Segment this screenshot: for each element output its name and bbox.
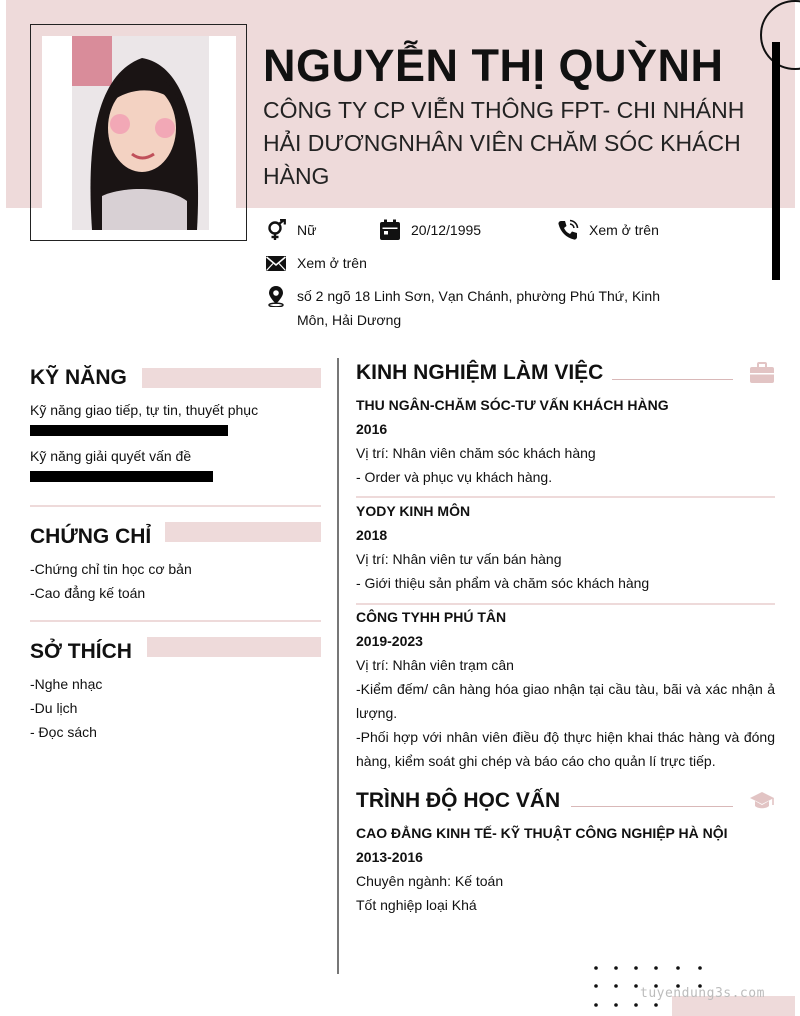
job-3-company: CÔNG TYHH PHÚ TÂN — [356, 609, 507, 625]
skills-section-title: KỸ NĂNG — [30, 366, 127, 389]
address-value: số 2 ngõ 18 Linh Sơn, Vạn Chánh, phường Phú Thứ, Kinh Môn, Hải Dương — [297, 288, 660, 328]
left-section-separator — [30, 620, 321, 622]
info-address — [265, 284, 675, 332]
education-section-title: TRÌNH ĐỘ HỌC VẤN — [356, 789, 561, 812]
job-1-period: 2016 — [356, 421, 388, 437]
education-title-line — [571, 806, 733, 807]
job-3-position: Vị trí: Nhân viên trạm cân — [356, 657, 514, 673]
job-3-detail: -Phối hợp với nhân viên điều độ thực hiện khai thác hàng và đóng hàng, kiểm soát ghi chép và báo cáo cho quản lí trực tiếp. — [356, 729, 775, 769]
candidate-title: CÔNG TY CP VIỄN THÔNG FPT- CHI NHÁNH HẢI DƯƠNGNHÂN VIÊN CHĂM SÓC KHÁCH HÀNG — [263, 97, 745, 189]
job-3-detail: -Kiểm đếm/ cân hàng hóa giao nhận tại cầu tàu, bãi và xác nhận ả lượng. — [356, 681, 775, 721]
experience-section-title: KINH NGHIỆM LÀM VIỆC — [356, 361, 604, 384]
hobbies-section-title: SỞ THÍCH — [30, 640, 132, 663]
job-1-company: THU NGÂN-CHĂM SÓC-TƯ VẤN KHÁCH HÀNG — [356, 397, 669, 413]
job-2-period: 2018 — [356, 527, 388, 543]
envelope-icon — [265, 252, 287, 274]
info-email — [265, 251, 367, 275]
briefcase-icon — [749, 362, 775, 389]
phone-value: Xem ở trên — [589, 222, 659, 238]
job-3-period: 2019-2023 — [356, 633, 423, 649]
education-grade: Tốt nghiệp loại Khá — [356, 897, 477, 913]
job-1-detail: - Order và phục vụ khách hàng. — [356, 469, 553, 485]
certificate-item: -Cao đẳng kế toán — [30, 585, 146, 601]
column-divider — [337, 358, 339, 974]
candidate-name: NGUYỄN THỊ QUỲNH — [263, 40, 724, 91]
certificates-title-band — [165, 522, 321, 542]
info-phone — [557, 218, 659, 242]
hobbies-title-band — [147, 637, 321, 657]
hobby-item: -Nghe nhạc — [30, 676, 103, 692]
graduation-cap-icon — [749, 790, 775, 817]
email-value: Xem ở trên — [297, 255, 367, 271]
watermark-text: tuyendung3s.com — [640, 986, 765, 1001]
calendar-icon — [379, 219, 401, 241]
certificates-section-title: CHỨNG CHỈ — [30, 525, 152, 548]
job-2-detail: - Giới thiệu sản phẩm và chăm sóc khách hàng — [356, 575, 650, 591]
decorative-vertical-bar — [772, 42, 780, 280]
job-1-position: Vị trí: Nhân viên chăm sóc khách hàng — [356, 445, 596, 461]
profile-photo — [72, 36, 209, 230]
certificate-item: -Chứng chỉ tin học cơ bản — [30, 561, 192, 577]
education-period: 2013-2016 — [356, 849, 423, 865]
gender-icon — [265, 219, 287, 241]
location-pin-icon — [265, 285, 287, 307]
phone-icon — [557, 219, 579, 241]
skill-item-2-bar — [30, 471, 213, 482]
left-section-separator — [30, 505, 321, 507]
education-school: CAO ĐẲNG KINH TẾ- KỸ THUẬT CÔNG NGHIỆP HÀ NỘI — [356, 825, 728, 841]
skill-item-1-bar — [30, 425, 228, 436]
experience-title-line — [612, 379, 733, 380]
info-gender — [265, 218, 316, 242]
hobby-item: - Đọc sách — [30, 724, 97, 740]
info-birthday — [379, 218, 481, 242]
job-separator — [356, 496, 775, 498]
birthday-value: 20/12/1995 — [411, 222, 482, 238]
skills-title-band — [142, 368, 321, 388]
education-major: Chuyên ngành: Kế toán — [356, 873, 504, 889]
hobby-item: -Du lịch — [30, 700, 78, 716]
gender-value: Nữ — [297, 222, 317, 238]
job-2-company: YODY KINH MÔN — [356, 503, 471, 519]
skill-item-2-label: Kỹ năng giải quyết vấn đề — [30, 448, 192, 464]
skill-item-1-label: Kỹ năng giao tiếp, tự tin, thuyết phục — [30, 402, 259, 418]
job-2-position: Vị trí: Nhân viên tư vấn bán hàng — [356, 551, 562, 567]
